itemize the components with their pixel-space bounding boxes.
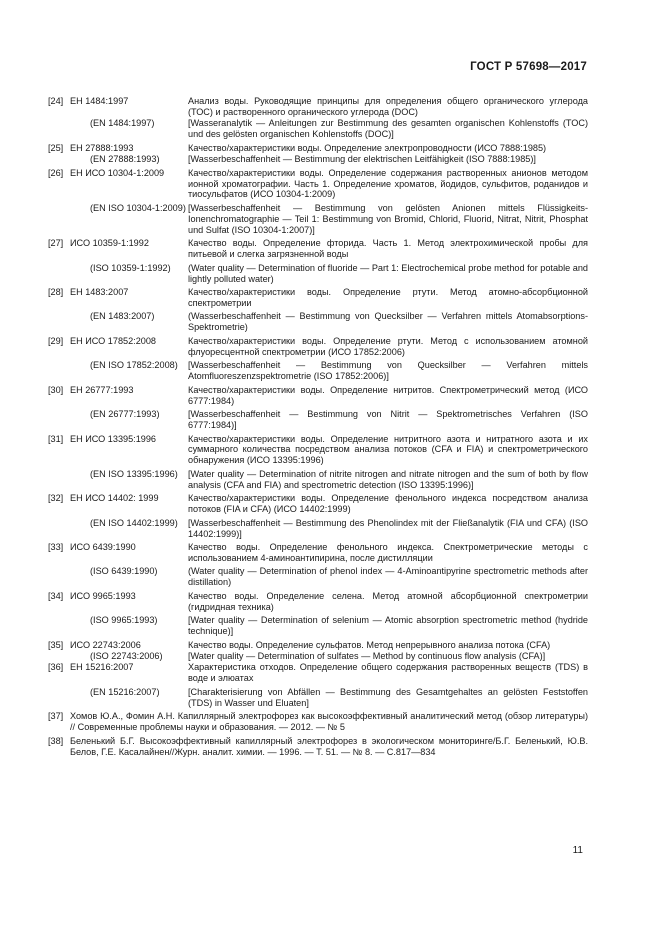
reference-title: Характеристика отходов. Определение общего содержания растворенных веществ (TDS) в воде и элюатах	[188, 662, 588, 684]
reference-code: ЕН 1484:1997	[70, 96, 129, 106]
reference-number	[48, 469, 70, 491]
reference-number: [35]	[48, 639, 64, 650]
reference-title: Качество воды. Определение фторида. Часть 1. Метод электрохимической пробы для питьевой и слегка загрязненной воды	[188, 238, 588, 260]
reference-code: ЕН ИСО 14402: 1999	[70, 493, 159, 504]
reference-row	[48, 542, 588, 564]
reference-code: (ISO 10359-1:1992)	[90, 262, 171, 273]
reference-row	[48, 434, 588, 467]
reference-row	[48, 615, 588, 637]
reference-code: ЕН ИСО 10304-1:2009	[70, 167, 165, 178]
reference-title: (Wasserbeschaffenheit — Bestimmung von Quecksilber — Verfahren mittels Atomabsorptions-Spektrometrie)	[188, 311, 588, 333]
reference-row	[48, 566, 588, 588]
reference-code: (EN ISO 17852:2008)	[90, 360, 178, 371]
reference-code: (EN ISO 10304-1:2009)	[90, 202, 186, 213]
reference-title: Хомов Ю.А., Фомин А.Н. Капиллярный электрофорез как высокоэффективный аналитический метод (обзор литературы) // Современные проблемы науки и образования. — 2012. — № 5	[70, 711, 588, 733]
reference-title: Качество/характеристики воды. Определение ртути. Метод атомно-абсорбционной спектрометрии	[188, 287, 588, 308]
reference-title: [Charakterisierung von Abfällen — Bestimmung des Gesamtgehaltes an gelösten Feststoffen (TDS) in Wasser und Eluaten]	[188, 686, 588, 708]
reference-number	[48, 154, 70, 165]
reference-title: [Water quality — Determination of sulfates — Method by continuous flow analysis (CFA)]	[188, 651, 546, 662]
reference-row	[48, 238, 588, 260]
reference-number: [32]	[48, 493, 64, 504]
reference-title: [Wasserbeschaffenheit — Bestimmung von Quecksilber — Verfahren mittels Atomfluoreszenzspektrometrie (ISO 17852:2006)]	[188, 360, 588, 382]
reference-number	[48, 687, 70, 709]
reference-number	[48, 203, 70, 236]
reference-row	[48, 203, 588, 236]
reference-row	[48, 311, 588, 333]
reference-title: Качество воды. Определение сульфатов. Метод непрерывного анализа потока (CFA)	[188, 639, 551, 650]
reference-title: [Wasserbeschaffenheit — Bestimmung von gelösten Anionen mittels Flüssigkeits-Ionenchromatographie — Teil 1: Bestimmung von Bromid, Chlorid, Fluorid, Nitrat, Nitrit, Phosphat und Sulfat (ISO 10304-1:2007)]	[188, 202, 588, 235]
reference-code: (EN 1483:2007)	[90, 311, 155, 322]
reference-code: ЕН 26777:1993	[70, 384, 134, 395]
reference-code: ЕН 1483:2007	[70, 287, 129, 298]
reference-number	[48, 263, 70, 285]
reference-title: (Water quality — Determination of fluoride — Part 1: Electrochemical probe method for potable and lightly polluted water)	[188, 262, 588, 284]
reference-row	[48, 287, 588, 309]
reference-row	[48, 96, 588, 118]
reference-code: ИСО 22743:2006	[70, 639, 141, 650]
reference-row	[48, 263, 588, 285]
reference-title: [Wasserbeschaffenheit — Bestimmung der elektrischen Leitfähigkeit (ISO 7888:1985)]	[188, 154, 536, 165]
reference-row	[48, 640, 588, 651]
reference-title: (Water quality — Determination of phenol index — 4-Aminoantipyrine spectrometric methods after distillation)	[188, 566, 588, 588]
reference-number: [31]	[48, 433, 64, 444]
reference-row	[48, 118, 588, 140]
reference-row	[48, 336, 588, 358]
reference-row	[48, 409, 588, 431]
reference-title: [Wasserbeschaffenheit — Bestimmung von Nitrit — Spektrometrisches Verfahren (ISO 6777:1984)]	[188, 409, 588, 430]
reference-row	[48, 143, 588, 154]
reference-number	[48, 566, 70, 588]
reference-number: [34]	[48, 590, 64, 601]
reference-row	[48, 154, 588, 165]
reference-code: ЕН 27888:1993	[70, 142, 134, 153]
reference-title: Качество/характеристики воды. Определение электропроводности (ИСО 7888:1985)	[188, 142, 547, 153]
reference-code: ИСО 9965:1993	[70, 590, 136, 601]
reference-row	[48, 518, 588, 540]
reference-number: [33]	[48, 542, 64, 553]
reference-number: [28]	[48, 287, 64, 298]
reference-number: [37]	[48, 711, 64, 722]
reference-number	[48, 615, 70, 637]
reference-number: [36]	[48, 662, 64, 673]
reference-title: Качество/характеристики воды. Определение содержания растворенных анионов методом ионной хроматографии. Часть 1. Определение хроматов, йодидов, сульфитов, роданидов и тиосульфатов (ИСО 10304-1:2009)	[188, 167, 588, 200]
reference-number: [30]	[48, 384, 64, 395]
reference-title: [Wasserbeschaffenheit — Bestimmung des Phenolindex mit der Fließanalytik (FIA und CFA) (ISO 14402:1999)]	[188, 517, 588, 539]
page-number: 11	[572, 845, 583, 856]
reference-code: ЕН 15216:2007	[70, 662, 134, 673]
reference-code: (EN 27888:1993)	[90, 154, 160, 165]
reference-code: (EN 26777:1993)	[90, 409, 160, 420]
reference-row	[48, 651, 588, 662]
reference-title: Беленький Б.Г. Высокоэффективный капиллярный электрофорез в экологическом мониторинге/Б.Г. Беленький, Ю.В. Белов, Г.Е. Касалайнен//Журн. аналит. химии. — 1996. — Т. 51. — № 8. — С.817—834	[70, 735, 588, 757]
reference-number: [24]	[48, 96, 64, 106]
reference-number: [27]	[48, 238, 64, 249]
reference-title: Качество/характеристики воды. Определение нитритного азота и нитратного азота и их суммарного количества посредством анализа потоков (CFA и FIA) и спектрометрического обнаружения (ИСО 13395:1996)	[188, 433, 588, 466]
reference-code: (ISO 22743:2006)	[90, 651, 163, 662]
reference-code: (ISO 6439:1990)	[90, 566, 158, 577]
reference-row	[48, 168, 588, 201]
reference-number	[48, 118, 70, 140]
reference-number: [29]	[48, 335, 64, 346]
reference-code: (ISO 9965:1993)	[90, 615, 158, 626]
reference-code: ИСО 6439:1990	[70, 542, 136, 553]
reference-row	[48, 662, 588, 684]
reference-number: [25]	[48, 142, 64, 153]
reference-title: [Wasseranalytik — Anleitungen zur Bestimmung des gesamten organischen Kohlenstoffs (TOC) und des gelösten organischen Kohlenstoffs (DOC)]	[188, 118, 588, 140]
reference-row	[48, 360, 588, 382]
reference-number	[48, 311, 70, 333]
reference-number	[48, 409, 70, 431]
reference-row	[48, 711, 588, 733]
reference-title: Качество/характеристики воды. Определение фенольного индекса посредством анализа потоков (FIA и CFA) (ИСО 14402:1999)	[188, 493, 588, 515]
reference-row	[48, 687, 588, 709]
reference-title: Качество воды. Определение селена. Метод атомной абсорбционной спектрометрии (гидридная техника)	[188, 590, 588, 612]
reference-number: [38]	[48, 735, 64, 746]
reference-code: ИСО 10359-1:1992	[70, 238, 149, 249]
reference-number	[48, 360, 70, 382]
reference-number	[48, 518, 70, 540]
reference-title: [Water quality — Determination of nitrite nitrogen and nitrate nitrogen and the sum of both by flow analysis (CFA and FIA) and spectrometric detection (ISO 13395:1996)]	[188, 468, 588, 490]
reference-code: (EN ISO 14402:1999)	[90, 517, 178, 528]
reference-row	[48, 736, 588, 758]
reference-number	[48, 651, 70, 662]
reference-row	[48, 493, 588, 515]
reference-title: Качество воды. Определение фенольного индекса. Спектрометрические методы с использованием 4-аминоантипирина, после дистилляции	[188, 542, 588, 563]
reference-code: ЕН ИСО 13395:1996	[70, 433, 157, 444]
reference-code: ЕН ИСО 17852:2008	[70, 335, 157, 346]
reference-title: [Water quality — Determination of selenium — Atomic absorption spectrometric method (hydride technique)]	[188, 615, 588, 637]
reference-title: Анализ воды. Руководящие принципы для определения общего органического углерода (ТОС) и растворенного органического углерода (DOC)	[188, 96, 588, 117]
references-list	[48, 96, 588, 760]
reference-row	[48, 591, 588, 613]
reference-code: (EN ISO 13395:1996)	[90, 468, 178, 479]
reference-row	[48, 469, 588, 491]
reference-code: (EN 1484:1997)	[90, 118, 155, 129]
reference-title: Качество/характеристики воды. Определение нитритов. Спектрометрический метод (ИСО 6777:1984)	[188, 384, 588, 406]
reference-row	[48, 385, 588, 407]
reference-number: [26]	[48, 167, 64, 178]
reference-code: (EN 15216:2007)	[90, 686, 160, 697]
reference-title: Качество/характеристики воды. Определение ртути. Метод с использованием атомной флуоресцентной спектрометрии (ИСО 17852:2006)	[188, 335, 588, 357]
document-header: ГОСТ Р 57698—2017	[470, 61, 587, 73]
